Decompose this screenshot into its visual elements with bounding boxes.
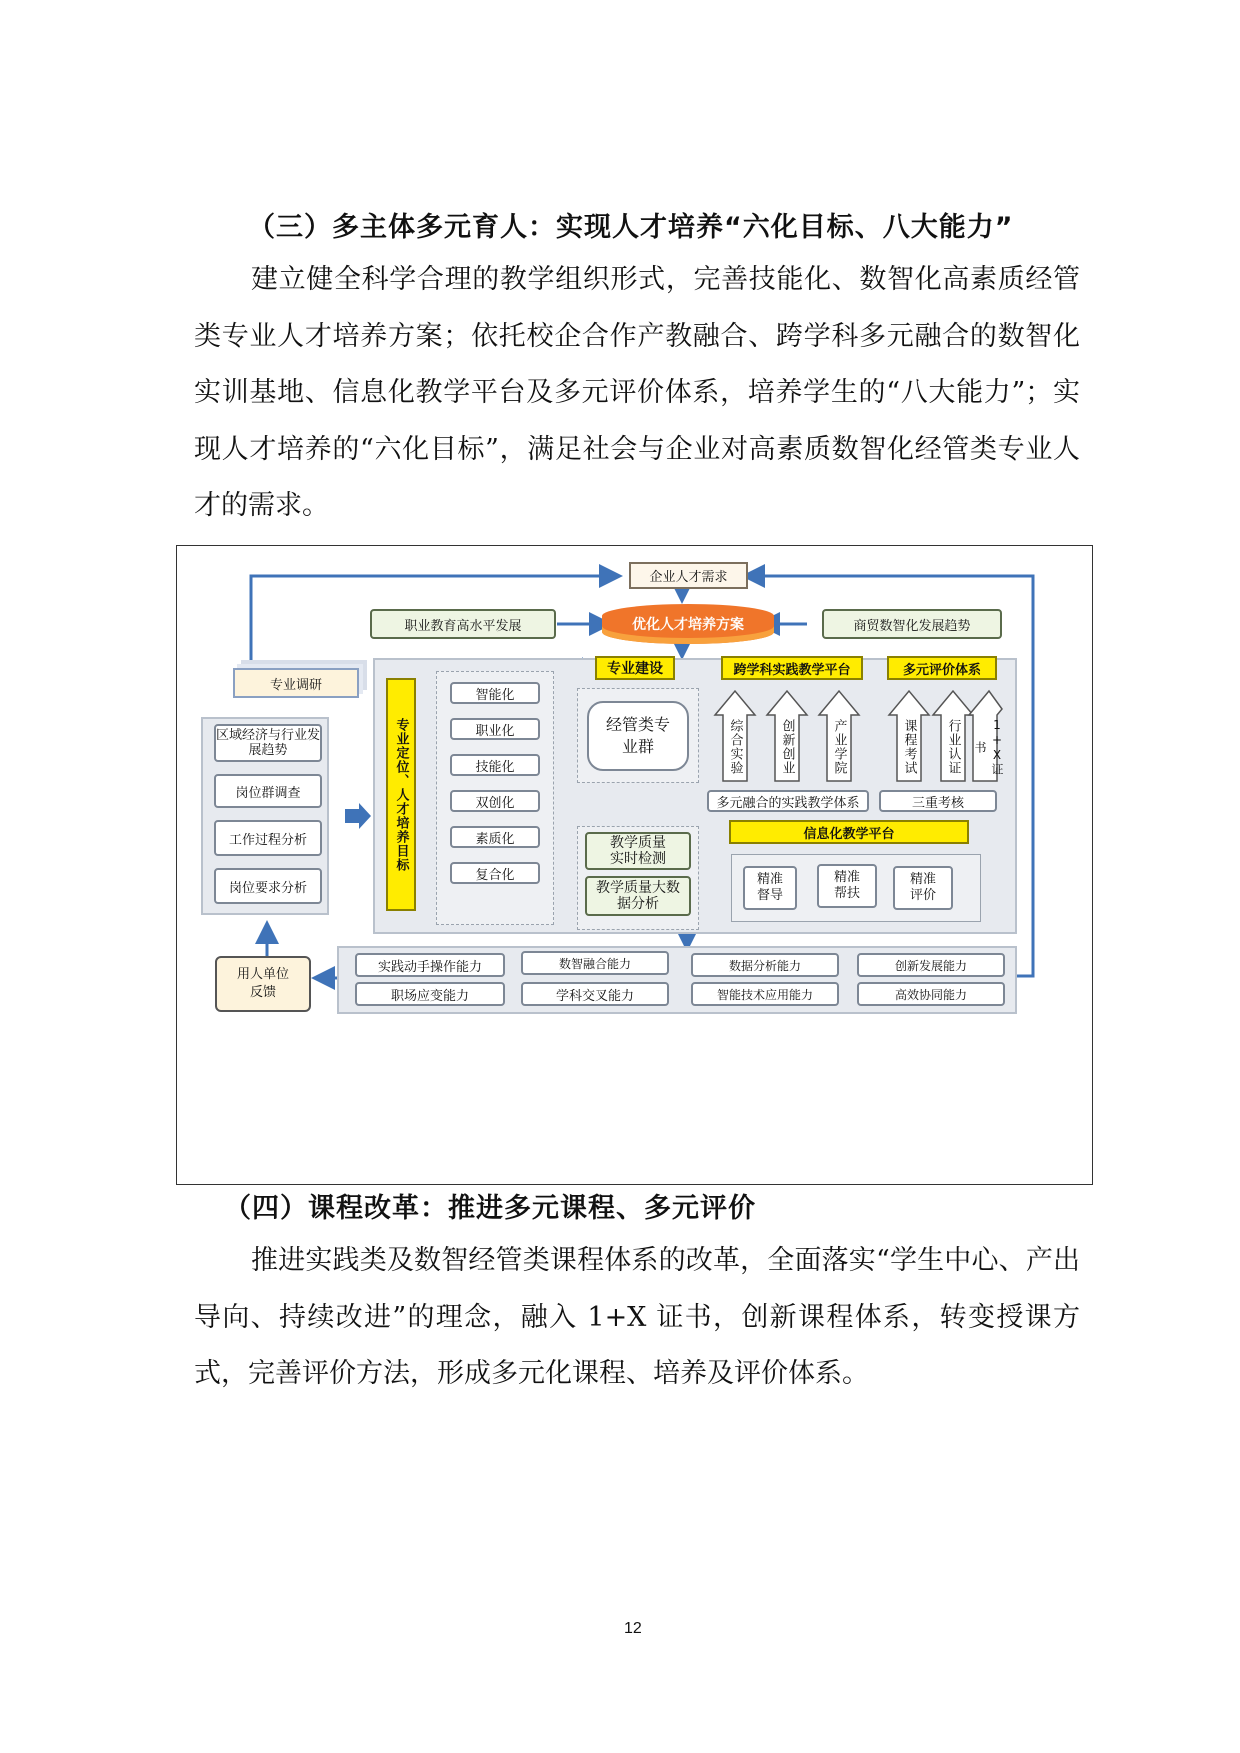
eval-1x-cert (981, 714, 997, 780)
ability-workplace-adapt: 职场应变能力 (355, 982, 505, 1006)
employer-feedback-box: 用人单位反馈 (215, 956, 311, 1012)
major-research-box: 专业调研 (233, 668, 359, 698)
research-item-job-requirements: 岗位要求分析 (214, 868, 322, 904)
quality-monitor-box: 教学质量实时检测 (585, 832, 691, 870)
ability-cross-discipline: 学科交叉能力 (521, 982, 669, 1006)
optimize-plan-box: 优化人才培养方案 (602, 604, 774, 644)
precision-supervision: 精准督导 (743, 866, 797, 910)
research-item-regional-economy: 区域经济与行业发展趋势 (214, 724, 322, 762)
section-3-paragraph-text: 建立健全科学合理的教学组织形式，完善技能化、数智化高素质经管类专业人才培养方案；依托校企合作产教融合、跨学科多元融合的数智化实训基地、信息化教学平台及多元评价体系，培养学生的“八大能力”；实现人才培养的“六化目标”，满足社会与企业对高素质数智化经管类专业人才的需求。 (194, 264, 1080, 521)
triple-assessment-box: 三重考核 (879, 790, 997, 812)
ability-smart-tech: 智能技术应用能力 (691, 982, 839, 1006)
ability-digital-integration: 数智融合能力 (521, 951, 669, 975)
eval-system-box: 多元评价体系 (887, 656, 997, 680)
practice-integrated-experiment: 综合实验 (727, 719, 743, 775)
research-item-job-group: 岗位群调查 (214, 774, 322, 808)
enterprise-demand-box: 企业人才需求 (629, 562, 748, 589)
vocational-development-box: 职业教育高水平发展 (370, 609, 556, 639)
goal-professional: 职业化 (450, 718, 540, 740)
ability-data-analysis: 数据分析能力 (691, 953, 839, 977)
goal-quality: 素质化 (450, 826, 540, 848)
goal-composite: 复合化 (450, 862, 540, 884)
eval-industry-cert: 行业认证 (945, 719, 961, 775)
eval-course-exam: 课程考试 (901, 719, 917, 775)
page-number: 12 (624, 1620, 642, 1637)
commerce-trend-box: 商贸数智化发展趋势 (822, 609, 1002, 639)
arrow-right-1 (345, 803, 371, 829)
precision-assistance: 精准帮扶 (817, 864, 877, 908)
section-3-heading: （三）多主体多元育人：实现人才培养“六化目标、八大能力” (248, 212, 1014, 243)
ability-innovation: 创新发展能力 (857, 953, 1005, 977)
goal-innovation: 双创化 (450, 790, 540, 812)
section-4-paragraph (194, 1233, 1080, 1403)
ability-practical: 实践动手操作能力 (355, 953, 505, 977)
goal-label: 专业定位、人才培养目标 (386, 678, 416, 911)
quality-analysis-box: 教学质量大数据分析 (585, 876, 691, 916)
major-construction-box: 专业建设 (595, 656, 675, 680)
research-item-work-process: 工作过程分析 (214, 820, 322, 856)
section-4-paragraph-text: 推进实践类及数智经管类课程体系的改革，全面落实“学生中心、产出导向、持续改进”的理念，融入 1+X 证书，创新课程体系，转变授课方式，完善评价方法，形成多元化课程、培养及评价体系。 (194, 1245, 1080, 1389)
precision-evaluation: 精准评价 (893, 866, 953, 910)
ability-collaboration: 高效协同能力 (857, 982, 1005, 1006)
talent-training-diagram (176, 545, 1093, 1185)
goal-skill: 技能化 (450, 754, 540, 776)
major-group-box: 经管类专业群 (587, 701, 689, 771)
cross-discipline-platform: 跨学科实践教学平台 (721, 656, 863, 680)
practice-system-box: 多元融合的实践教学体系 (707, 790, 869, 812)
section-3-paragraph (194, 252, 1080, 535)
practice-industry-college: 产业学院 (831, 719, 847, 775)
info-platform-box: 信息化教学平台 (729, 820, 969, 844)
section-4-heading: （四）课程改革：推进多元课程、多元评价 (224, 1193, 756, 1224)
practice-innovation: 创新创业 (779, 719, 795, 775)
goal-intelligent: 智能化 (450, 682, 540, 704)
